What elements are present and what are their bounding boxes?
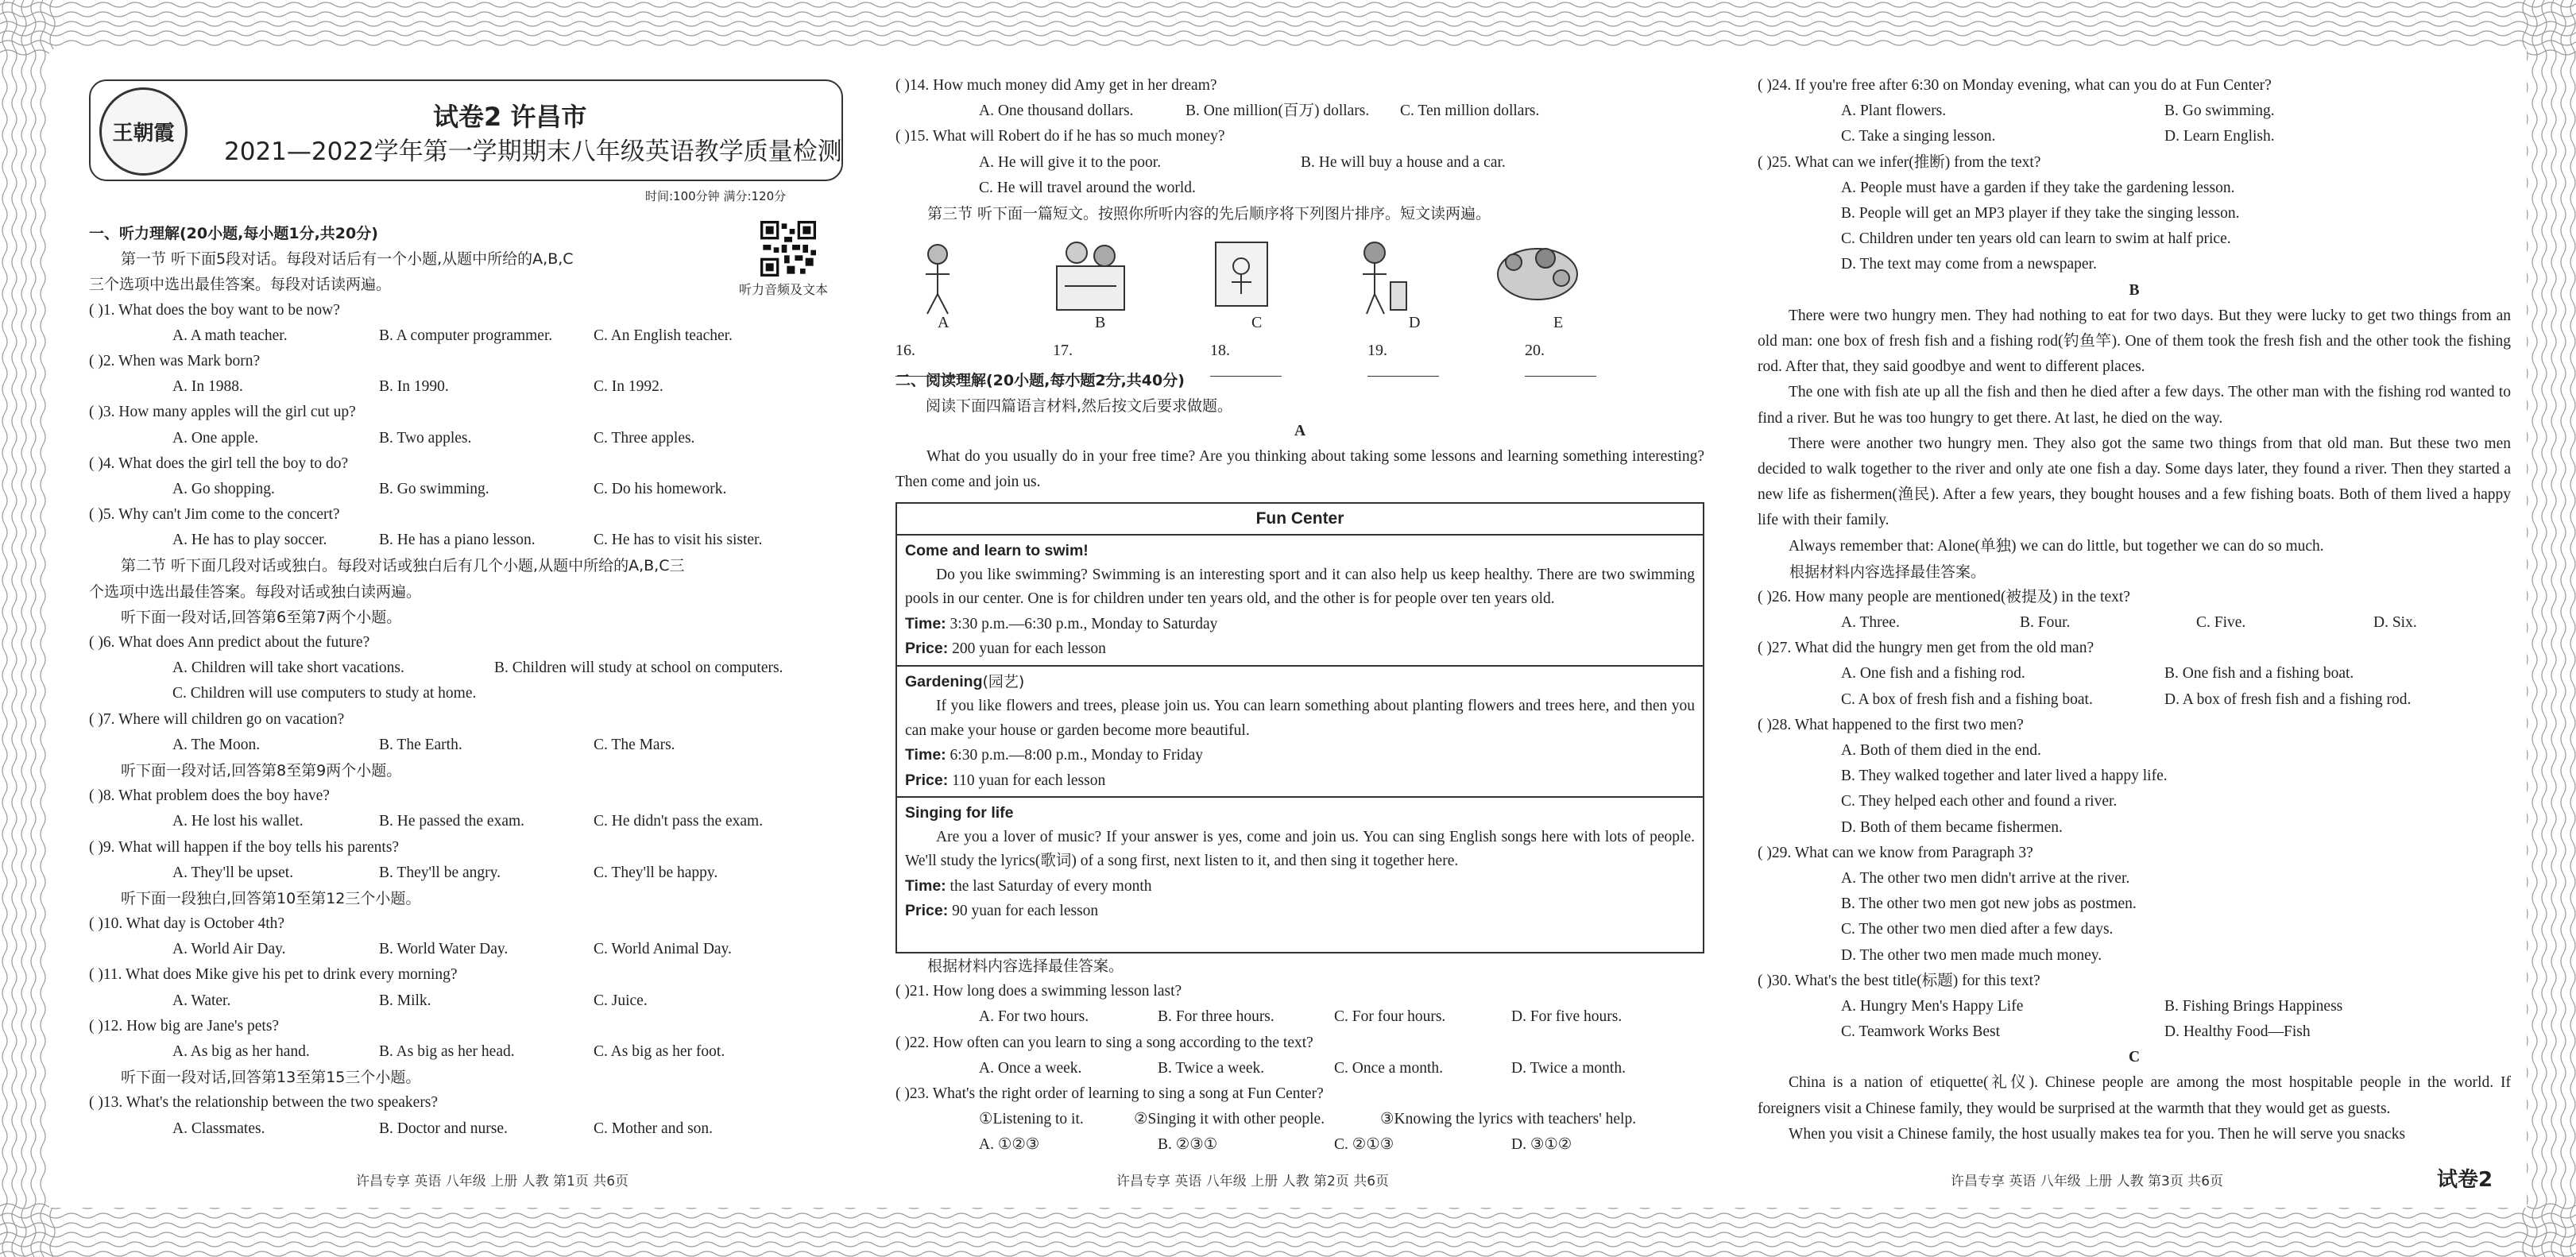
option-b[interactable]: B. They'll be angry. xyxy=(379,864,501,881)
option-a[interactable]: A. The Moon. xyxy=(172,736,261,753)
option-a[interactable]: B. People will get an MP3 player if they take the singing lesson. xyxy=(1841,204,2240,222)
question: ( )26. How many people are mentioned(被提及) in the text? xyxy=(1758,588,2130,605)
question: ( )10. What day is October 4th? xyxy=(89,915,285,933)
paragraph: When you visit a Chinese family, the host usually makes tea for you. Then he will serve you snacks xyxy=(1789,1125,2406,1143)
option-c[interactable]: C. ②①③ xyxy=(1334,1136,1394,1154)
option-b[interactable]: D. A box of fresh fish and a fishing rod. xyxy=(2164,690,2412,708)
paragraph: Always remember that: Alone(单独) we can do little, but together we can do so much. xyxy=(1789,537,2324,555)
publisher-logo: 王朝霞 xyxy=(99,87,188,176)
option-a[interactable]: A. Classmates. xyxy=(172,1120,265,1137)
option-b[interactable]: B. For three hours. xyxy=(1158,1008,1274,1026)
option-a[interactable]: A. Plant flowers. xyxy=(1841,102,1947,120)
instruction-text: 听下面一段独白,回答第10至第12三个小题。 xyxy=(121,889,421,907)
option-a[interactable]: C. A box of fresh fish and a fishing boat. xyxy=(1841,690,2093,708)
option-c[interactable]: C. He didn't pass the exam. xyxy=(594,813,764,830)
option-a[interactable]: C. The other two men died after a few days. xyxy=(1841,921,2114,938)
option-c[interactable]: C. Ten million dollars. xyxy=(1400,102,1540,120)
question: ( )1. What does the boy want to be now? xyxy=(89,301,340,319)
question: ( )2. When was Mark born? xyxy=(89,352,261,369)
gardening-time: Time: 6:30 p.m.—8:00 p.m., Monday to Friday xyxy=(905,746,1204,764)
option-b[interactable]: B. One million(百万) dollars. xyxy=(1186,102,1370,120)
swim-heading: Come and learn to swim! xyxy=(905,542,1089,559)
question: ( )29. What can we know from Paragraph 3? xyxy=(1758,844,2033,861)
option-b[interactable]: B. The Earth. xyxy=(379,736,462,753)
blank-18: 18. xyxy=(1210,342,1282,381)
option-a[interactable]: A. He lost his wallet. xyxy=(172,813,304,830)
paper-number: 试卷2 xyxy=(2437,1168,2493,1192)
answer-options xyxy=(1758,124,2511,149)
option-b[interactable]: B. A computer programmer. xyxy=(379,327,553,344)
question: ( )15. What will Robert do if he has so much money? xyxy=(895,128,1225,145)
option-a[interactable]: A. ①②③ xyxy=(979,1136,1040,1154)
column-2-top xyxy=(895,73,1704,226)
answer-options xyxy=(1758,176,2511,201)
answer-options xyxy=(1758,789,2511,814)
answer-options xyxy=(89,937,844,962)
fun-center-box xyxy=(895,502,1704,953)
question: ( )28. What happened to the first two men? xyxy=(1758,716,2024,733)
picture-e xyxy=(1498,249,1577,300)
option-a[interactable]: D. The text may come from a newspaper. xyxy=(1841,256,2097,273)
option-d[interactable]: D. Twice a month. xyxy=(1511,1059,1626,1077)
option-a[interactable]: A. He will give it to the poor. xyxy=(979,153,1162,171)
option-a[interactable]: A. Both of them died in the end. xyxy=(1841,742,2041,760)
option-c[interactable]: C. Five. xyxy=(2196,614,2246,632)
instruction-text: 个选项中选出最佳答案。每段对话或独白读两遍。 xyxy=(89,582,422,601)
option-a[interactable]: A. Children will take short vacations. xyxy=(172,659,404,677)
blank-17: 17. xyxy=(1053,342,1124,381)
passage-label: B xyxy=(2129,281,2140,299)
column-2-bottom xyxy=(895,953,1704,1158)
option-c[interactable]: C. As big as her foot. xyxy=(594,1043,725,1060)
option-c[interactable]: ③Knowing the lyrics with teachers' help. xyxy=(1380,1111,1637,1128)
question: ( )7. Where will children go on vacation? xyxy=(89,710,345,728)
answer-options xyxy=(1758,994,2511,1019)
option-b[interactable]: D. Learn English. xyxy=(2164,128,2275,145)
answer-options xyxy=(1758,610,2511,636)
option-b[interactable]: B. One fish and a fishing boat. xyxy=(2164,665,2354,683)
answer-options xyxy=(1758,917,2511,942)
singing-body: Are you a lover of music? If your answer is yes, come and join us. You can sing English songs here with lots of people. We'll study the lyrics(歌词) of a song first, next listen to it, and then sing it together here. xyxy=(905,828,1695,869)
instruction-text: 听下面一段对话,回答第6至第7两个小题。 xyxy=(121,608,402,626)
fun-center-title: Fun Center xyxy=(897,504,1703,536)
option-b[interactable]: B. Twice a week. xyxy=(1158,1059,1265,1077)
option-a[interactable]: A. One apple. xyxy=(172,429,259,447)
option-a[interactable]: A. In 1988. xyxy=(172,378,243,396)
option-c[interactable]: C. He has to visit his sister. xyxy=(594,532,763,549)
option-b[interactable]: B. ②③① xyxy=(1158,1136,1218,1154)
page-footer-1: 许昌专享 英语 八年级 上册 人教 第1页 共6页 xyxy=(356,1174,629,1189)
option-b[interactable]: B. Go swimming. xyxy=(379,480,489,497)
question: ( )13. What's the relationship between the two speakers? xyxy=(89,1094,439,1112)
option-a[interactable]: A. He has to play soccer. xyxy=(172,532,327,549)
answer-options xyxy=(89,656,844,681)
page-footer-2: 许昌专享 英语 八年级 上册 人教 第2页 共6页 xyxy=(1116,1174,1390,1189)
picture-label: E xyxy=(1553,314,1564,331)
option-b[interactable]: B. World Water Day. xyxy=(379,941,509,958)
paper-title: 试卷2 许昌市 xyxy=(433,102,587,132)
answer-options xyxy=(89,1116,844,1142)
answer-options xyxy=(895,176,1704,201)
answer-options xyxy=(895,1107,1704,1132)
question: ( )12. How big are Jane's pets? xyxy=(89,1017,280,1035)
option-a[interactable]: C. Teamwork Works Best xyxy=(1841,1023,2000,1041)
answer-options xyxy=(1758,661,2511,687)
answer-options xyxy=(1758,1019,2511,1045)
answer-options xyxy=(1758,252,2511,277)
option-a[interactable]: C. Children under ten years old can learn to swim at half price. xyxy=(1841,230,2231,248)
answer-options xyxy=(895,1132,1704,1158)
instruction-text: 第三节 听下面一篇短文。按照你所听内容的先后顺序将下列图片排序。短文读两遍。 xyxy=(927,204,1491,222)
question: ( )23. What's the right order of learning to sing a song at Fun Center? xyxy=(895,1085,1324,1102)
answer-options xyxy=(1758,99,2511,124)
answer-options xyxy=(1758,226,2511,252)
reading-instruction: 阅读下面四篇语言材料,然后按文后要求做题。 xyxy=(926,397,1233,415)
wavy-border-left xyxy=(0,0,56,1257)
instruction-text: 听下面一段对话,回答第8至第9两个小题。 xyxy=(121,761,402,779)
option-a[interactable]: C. They helped each other and found a river. xyxy=(1841,793,2118,810)
answer-options xyxy=(1758,687,2511,713)
option-c[interactable]: C. An English teacher. xyxy=(594,327,733,344)
answer-options xyxy=(89,323,844,349)
option-c[interactable]: C. The Mars. xyxy=(594,736,675,753)
picture-label: D xyxy=(1409,314,1421,331)
picture-label: A xyxy=(938,314,950,331)
answer-options xyxy=(1758,201,2511,226)
option-b[interactable]: B. Fishing Brings Happiness xyxy=(2164,997,2343,1015)
option-a[interactable]: B. The other two men got new jobs as postmen. xyxy=(1841,895,2137,913)
wavy-border-right xyxy=(2520,0,2576,1257)
answer-options xyxy=(89,733,844,758)
answer-options xyxy=(895,99,1704,124)
picture-d xyxy=(1363,242,1406,314)
question: ( )8. What problem does the boy have? xyxy=(89,787,330,805)
answer-options xyxy=(89,861,844,886)
answer-options xyxy=(895,150,1704,176)
answer-options xyxy=(1758,892,2511,917)
option-d[interactable]: D. ③①② xyxy=(1511,1136,1572,1154)
question: ( )30. What's the best title(标题) for this text? xyxy=(1758,972,2040,989)
instruction-text: 三个选项中选出最佳答案。每段对话读两遍。 xyxy=(89,276,392,294)
column-3 xyxy=(1758,73,2511,1147)
option-b[interactable]: B. Four. xyxy=(2020,614,2071,632)
question: ( )11. What does Mike give his pet to drink every morning? xyxy=(89,966,458,984)
wavy-border-top xyxy=(0,0,2576,56)
reading-section-heading: 二、阅读理解(20小题,每小题2分,共40分) xyxy=(895,372,1185,389)
passage-label-a: A xyxy=(1294,423,1306,439)
option-a[interactable]: A. They'll be upset. xyxy=(172,864,294,881)
option-a[interactable]: D. Both of them became fishermen. xyxy=(1841,818,2063,836)
passage-label: C xyxy=(2128,1049,2141,1066)
question: ( )22. How often can you learn to sing a song according to the text? xyxy=(895,1034,1313,1051)
reading-intro xyxy=(895,368,1704,495)
column-1 xyxy=(89,221,844,1142)
question: ( )24. If you're free after 6:30 on Monday evening, what can you do at Fun Center? xyxy=(1758,77,2272,94)
singing-time: Time: the last Saturday of every month xyxy=(905,876,1152,895)
option-b[interactable]: B. He passed the exam. xyxy=(379,813,525,830)
paragraph: There were another two hungry men. They also got the same two things from that old man. But these two men decided to walk together to the river and only ate one fish a day. Some days later, they found a river. Then they started a new life as fishermen(渔民). After a few years, they bought houses and a few fishing boats. Both of them lived a happy life with their family. xyxy=(1758,435,2511,529)
gardening-heading-line: Gardening(园艺) xyxy=(905,672,1025,690)
option-c[interactable]: C. Three apples. xyxy=(594,429,695,447)
option-b[interactable]: D. Healthy Food—Fish xyxy=(2164,1023,2311,1041)
option-c[interactable]: C. Juice. xyxy=(594,992,648,1009)
picture-set xyxy=(910,238,1625,342)
singing-price: Price: 90 yuan for each lesson xyxy=(905,902,1099,919)
option-a[interactable]: C. He will travel around the world. xyxy=(979,179,1196,196)
answer-options xyxy=(1758,943,2511,969)
option-a[interactable]: A. The other two men didn't arrive at the river. xyxy=(1841,869,2130,887)
swim-price: Price: 200 yuan for each lesson xyxy=(905,640,1106,657)
option-c[interactable]: C. Once a month. xyxy=(1334,1059,1444,1077)
exam-subtitle: 2021—2022学年第一学期期末八年级英语教学质量检测 xyxy=(224,137,842,166)
question: ( )21. How long does a swimming lesson last? xyxy=(895,983,1182,1000)
answer-options xyxy=(895,1056,1704,1081)
gardening-body: If you like flowers and trees, please join us. You can learn something about planting flowers and trees here, and then you can make your house or garden become more beautiful. xyxy=(905,698,1695,739)
option-b[interactable]: B. Children will study at school on computers. xyxy=(494,659,783,677)
option-b[interactable]: B. Milk. xyxy=(379,992,431,1009)
option-c[interactable]: C. Do his homework. xyxy=(594,480,727,497)
option-a[interactable]: A. Three. xyxy=(1841,614,1900,632)
answer-options xyxy=(89,426,844,451)
answer-options xyxy=(89,681,844,706)
option-a[interactable]: B. They walked together and later lived a happy life. xyxy=(1841,768,2168,785)
section-heading: 一、听力理解(20小题,每小题1分,共20分) xyxy=(89,225,378,242)
blank-19: 19. xyxy=(1367,342,1439,381)
picture-a xyxy=(926,245,950,314)
option-b[interactable]: ②Singing it with other people. xyxy=(1134,1111,1325,1128)
option-a[interactable]: D. The other two men made much money. xyxy=(1841,946,2102,964)
paragraph: China is a nation of etiquette(礼仪). Chinese people are among the most hospitable people in the world. If foreigners visit a Chinese family, they would be surprised at the warmth that they would get as guests. xyxy=(1758,1074,2511,1117)
answer-options xyxy=(89,477,844,502)
paragraph: There were two hungry men. They had nothing to eat for two days. But they were lucky to get two things from an old man: one box of fresh fish and a fishing rod(钓鱼竿). One of them took the fresh fish and the other took the fishing rod. After that, they said goodbye and went to different places. xyxy=(1758,307,2511,376)
option-a[interactable]: A. Water. xyxy=(172,992,231,1009)
option-a[interactable]: A. A math teacher. xyxy=(172,327,288,344)
question: ( )9. What will happen if the boy tells his parents? xyxy=(89,838,400,856)
passage-a-intro: What do you usually do in your free time? Are you thinking about taking some lessons and learning something interesting? Then come and join us. xyxy=(895,448,1704,490)
option-a[interactable]: A. Once a week. xyxy=(979,1059,1082,1077)
option-a[interactable]: A. One thousand dollars. xyxy=(979,102,1134,120)
answer-options xyxy=(89,809,844,834)
page-footer-3: 许昌专享 英语 八年级 上册 人教 第3页 共6页 xyxy=(1951,1174,2224,1189)
option-b[interactable]: B. He will buy a house and a car. xyxy=(1301,153,1506,171)
option-c[interactable]: C. For four hours. xyxy=(1334,1008,1446,1026)
wavy-border-bottom xyxy=(0,1201,2576,1257)
option-a[interactable]: A. One fish and a fishing rod. xyxy=(1841,665,2025,683)
qr-label: 听力音频及文本 xyxy=(739,282,829,297)
answer-options xyxy=(89,374,844,400)
option-a[interactable]: A. As big as her hand. xyxy=(172,1043,310,1060)
picture-label: B xyxy=(1095,314,1106,331)
option-a[interactable]: A. World Air Day. xyxy=(172,941,286,958)
option-a[interactable]: A. People must have a garden if they take the gardening lesson. xyxy=(1841,179,2235,196)
answer-options xyxy=(89,1039,844,1065)
answer-options xyxy=(89,988,844,1014)
instruction-text: 第二节 听下面几段对话或独白。每段对话或独白后有几个小题,从题中所给的A,B,C三 xyxy=(121,557,685,575)
paragraph: The one with fish ate up all the fish and then he died after a few days. The other man with the fishing rod wanted to find a river. But he was too hungry to get there. At last, he died on the way. xyxy=(1758,384,2511,427)
instruction-text: 根据材料内容选择最佳答案。 xyxy=(1789,563,1986,581)
option-c[interactable]: C. They'll be happy. xyxy=(594,864,718,881)
option-a[interactable]: C. Children will use computers to study at home. xyxy=(172,685,477,702)
option-a[interactable]: ①Listening to it. xyxy=(979,1111,1084,1128)
instruction-text: 第一节 听下面5段对话。每段对话后有一个小题,从题中所给的A,B,C xyxy=(121,250,574,269)
blank-20: 20. xyxy=(1525,342,1596,381)
option-c[interactable]: C. In 1992. xyxy=(594,378,663,396)
option-a[interactable]: C. Take a singing lesson. xyxy=(1841,128,1996,145)
option-b[interactable]: B. In 1990. xyxy=(379,378,449,396)
singing-section xyxy=(897,798,1703,927)
answer-options xyxy=(1758,815,2511,841)
question: ( )6. What does Ann predict about the future? xyxy=(89,634,370,651)
picture-label: C xyxy=(1251,314,1263,331)
question: ( )25. What can we infer(推断) from the text? xyxy=(1758,153,2041,171)
option-b[interactable]: B. Two apples. xyxy=(379,429,472,447)
option-d[interactable]: D. For five hours. xyxy=(1511,1008,1623,1026)
option-b[interactable]: B. As big as her head. xyxy=(379,1043,515,1060)
option-c[interactable]: C. Mother and son. xyxy=(594,1120,714,1137)
option-b[interactable]: B. Doctor and nurse. xyxy=(379,1120,508,1137)
answer-options xyxy=(895,1004,1704,1030)
answer-options xyxy=(1758,764,2511,789)
instruction-text: 听下面一段对话,回答第13至第15三个小题。 xyxy=(121,1069,421,1087)
gardening-section xyxy=(897,667,1703,799)
picture-b xyxy=(1057,242,1124,310)
gardening-price: Price: 110 yuan for each lesson xyxy=(905,771,1106,789)
option-b[interactable]: B. Go swimming. xyxy=(2164,102,2275,120)
blank-16: 16. xyxy=(895,342,967,381)
picture-c xyxy=(1216,242,1267,306)
option-c[interactable]: C. World Animal Day. xyxy=(594,941,732,958)
question: ( )27. What did the hungry men get from the old man? xyxy=(1758,640,2094,657)
option-a[interactable]: A. Hungry Men's Happy Life xyxy=(1841,997,2024,1015)
swim-body: Do you like swimming? Swimming is an interesting sport and it can also help us keep healthy. There are two swimming pools in our center. One is for children under ten years old, and the other is for people over ten years old. xyxy=(905,566,1695,607)
singing-heading: Singing for life xyxy=(905,804,1014,822)
question: ( )4. What does the girl tell the boy to do? xyxy=(89,454,349,472)
swim-section xyxy=(897,536,1703,667)
option-a[interactable]: A. Go shopping. xyxy=(172,480,275,497)
option-a[interactable]: A. For two hours. xyxy=(979,1008,1089,1026)
question: ( )3. How many apples will the girl cut up? xyxy=(89,404,356,421)
answer-options xyxy=(89,528,844,553)
answer-options xyxy=(1758,866,2511,892)
question: ( )5. Why can't Jim come to the concert? xyxy=(89,506,340,524)
time-info: 时间:100分钟 满分:120分 xyxy=(645,189,787,203)
option-d[interactable]: D. Six. xyxy=(2373,614,2417,632)
option-b[interactable]: B. He has a piano lesson. xyxy=(379,532,536,549)
instruction-text: 根据材料内容选择最佳答案。 xyxy=(927,957,1124,975)
question: ( )14. How much money did Amy get in her dream? xyxy=(895,77,1217,94)
answer-options xyxy=(1758,738,2511,764)
swim-time: Time: 3:30 p.m.—6:30 p.m., Monday to Saturday xyxy=(905,614,1218,632)
